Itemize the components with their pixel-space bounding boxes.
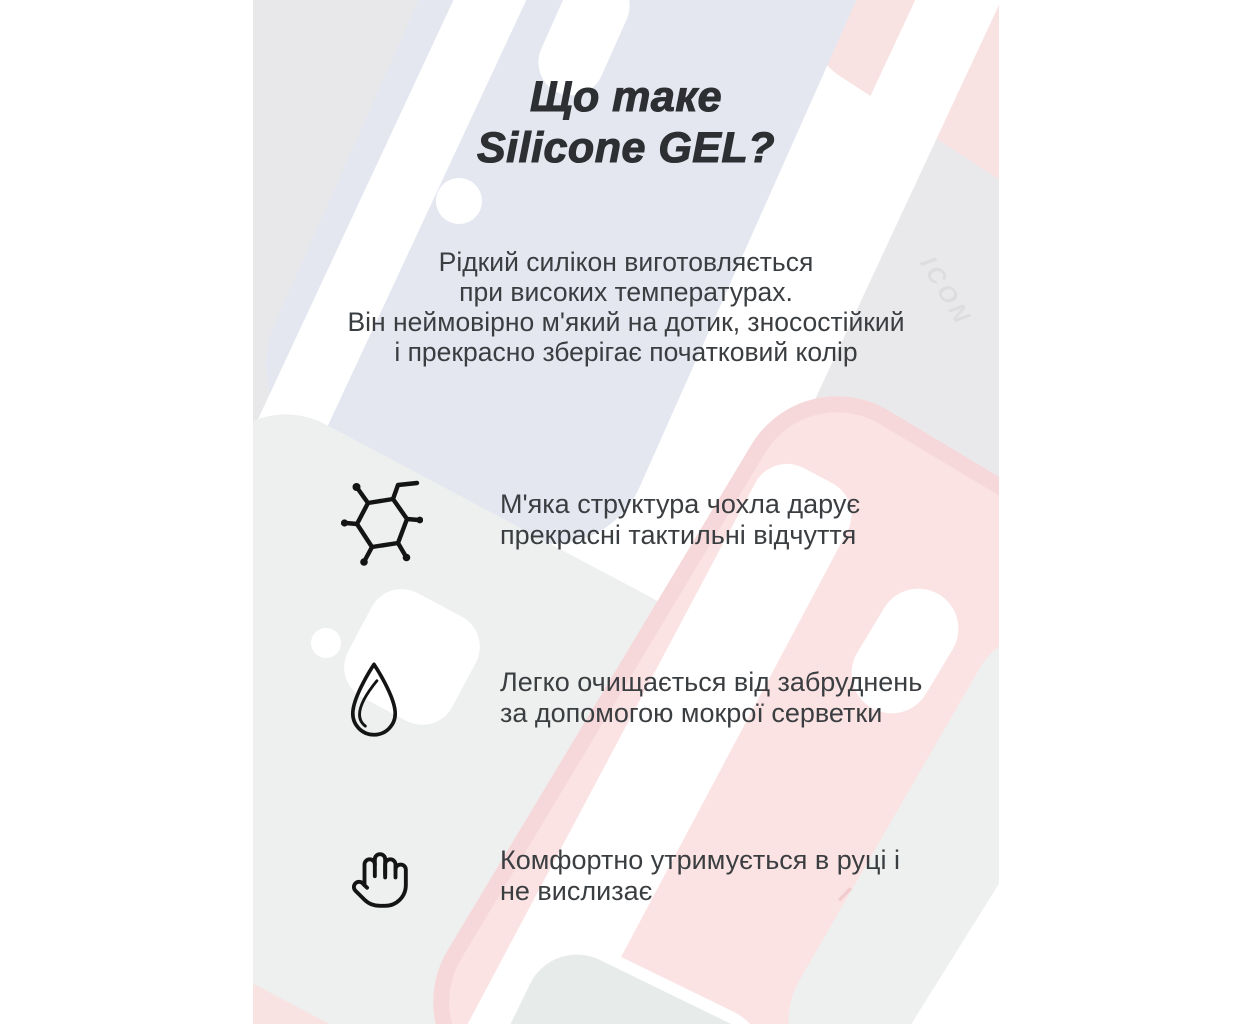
- intro-line: Рідкий силікон виготовляється: [438, 247, 814, 277]
- feature-text: [500, 667, 922, 729]
- product-infographic: [253, 0, 999, 1024]
- title-line-1: Що таке: [529, 73, 723, 121]
- feature-text: [500, 489, 860, 551]
- page-title: [253, 72, 999, 174]
- feature-text: [500, 845, 900, 907]
- feature-line: Комфортно утримується в руці і: [500, 845, 900, 875]
- molecule-icon: [341, 476, 423, 566]
- intro-line: при високих температурах.: [459, 277, 793, 307]
- intro-line: Він неймовірно м'який на дотик, зносостійкий: [347, 307, 905, 337]
- droplet-icon: [347, 658, 401, 744]
- brand-watermark: ICON: [914, 251, 977, 331]
- intro-line: і прекрасно зберігає початковий колір: [394, 337, 858, 367]
- feature-line: Легко очищається від забруднень: [500, 667, 923, 697]
- intro-paragraph: [253, 247, 999, 367]
- feature-line: прекрасні тактильні відчуття: [500, 520, 857, 550]
- feature-line: за допомогою мокрої серветки: [500, 698, 883, 728]
- feature-line: М'яка структура чохла дарує: [500, 489, 861, 519]
- hand-icon: [349, 836, 411, 924]
- title-line-2: Silicone GEL?: [477, 124, 775, 172]
- feature-line: не вислизає: [500, 876, 653, 906]
- poster-content: [253, 0, 999, 1024]
